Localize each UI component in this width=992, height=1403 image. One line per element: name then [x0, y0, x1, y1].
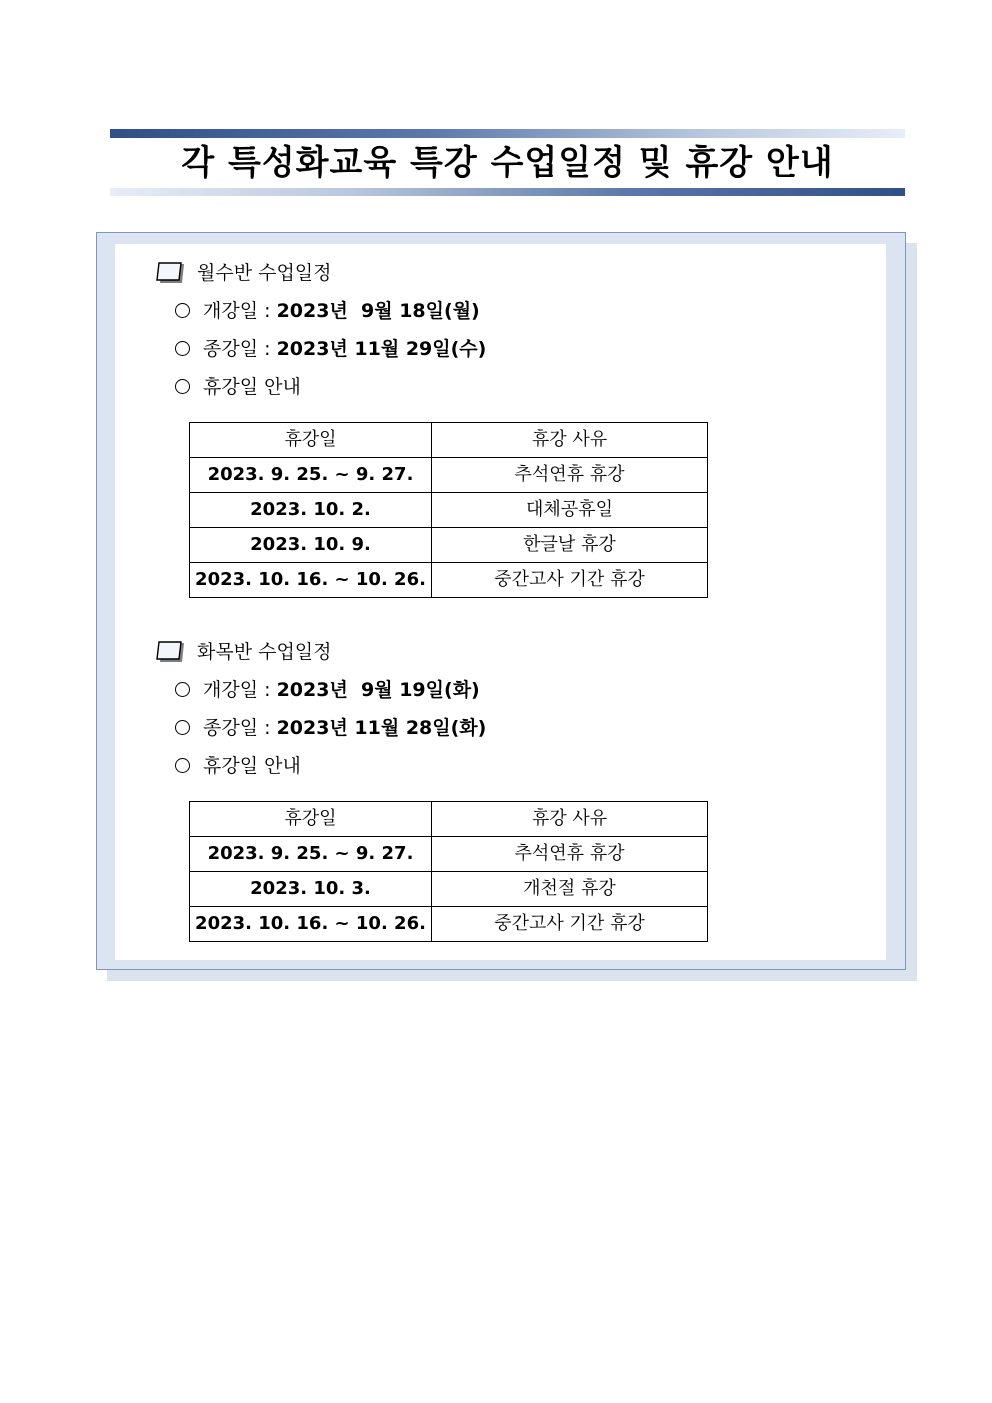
- table-header-reason: 휴강 사유: [432, 423, 708, 458]
- table-row: [190, 872, 708, 907]
- open-date-label: 개강일 :: [203, 679, 271, 701]
- section-title: 월수반 수업일정: [197, 262, 332, 284]
- close-date-value: 2023년 11월 28일(화): [276, 717, 487, 739]
- holiday-reason: 한글날 휴강: [432, 528, 708, 563]
- holiday-info-line: [175, 372, 301, 402]
- circle-bullet-icon: [175, 341, 190, 356]
- holiday-info-line: [175, 751, 301, 781]
- circle-bullet-icon: [175, 720, 190, 735]
- circle-bullet-icon: [175, 682, 190, 697]
- holiday-info-label: 휴강일 안내: [203, 755, 301, 777]
- table-header-row: [190, 423, 708, 458]
- table-header-date: 휴강일: [190, 802, 432, 837]
- holiday-date: 2023. 10. 2.: [190, 493, 432, 528]
- table-header-reason: 휴강 사유: [432, 802, 708, 837]
- content-box: [96, 232, 906, 970]
- table-row: [190, 837, 708, 872]
- table-row: [190, 563, 708, 598]
- table-row: [190, 493, 708, 528]
- close-date-label: 종강일 :: [203, 338, 271, 360]
- holiday-reason: 대체공휴일: [432, 493, 708, 528]
- box-bullet-icon: [155, 641, 185, 663]
- holiday-table: [189, 801, 708, 942]
- circle-bullet-icon: [175, 303, 190, 318]
- box-bullet-icon: [155, 262, 185, 284]
- holiday-reason: 중간고사 기간 휴강: [432, 563, 708, 598]
- table-header-date: 휴강일: [190, 423, 432, 458]
- holiday-reason: 추석연휴 휴강: [432, 837, 708, 872]
- open-date-value: 2023년 9월 18일(월): [276, 300, 480, 322]
- holiday-reason: 추석연휴 휴강: [432, 458, 708, 493]
- table-row: [190, 907, 708, 942]
- holiday-table: [189, 422, 708, 598]
- holiday-date: 2023. 10. 16. ~ 10. 26.: [190, 907, 432, 942]
- content-box-inner: [115, 244, 886, 960]
- holiday-date: 2023. 10. 9.: [190, 528, 432, 563]
- open-date-line: [175, 296, 480, 326]
- holiday-date: 2023. 10. 3.: [190, 872, 432, 907]
- table-row: [190, 528, 708, 563]
- table-row: [190, 458, 708, 493]
- page-title: 각 특성화교육 특강 수업일정 및 휴강 안내: [181, 143, 834, 183]
- circle-bullet-icon: [175, 379, 190, 394]
- holiday-reason: 개천절 휴강: [432, 872, 708, 907]
- table-header-row: [190, 802, 708, 837]
- section-title: 화목반 수업일정: [197, 641, 332, 663]
- holiday-date: 2023. 10. 16. ~ 10. 26.: [190, 563, 432, 598]
- holiday-info-label: 휴강일 안내: [203, 376, 301, 398]
- open-date-line: [175, 675, 480, 705]
- title-bar-top: [110, 129, 905, 138]
- close-date-value: 2023년 11월 29일(수): [276, 338, 487, 360]
- close-date-line: [175, 713, 486, 743]
- holiday-date: 2023. 9. 25. ~ 9. 27.: [190, 837, 432, 872]
- close-date-line: [175, 334, 486, 364]
- holiday-date: 2023. 9. 25. ~ 9. 27.: [190, 458, 432, 493]
- open-date-value: 2023년 9월 19일(화): [276, 679, 480, 701]
- close-date-label: 종강일 :: [203, 717, 271, 739]
- holiday-reason: 중간고사 기간 휴강: [432, 907, 708, 942]
- title-banner: [110, 129, 905, 197]
- circle-bullet-icon: [175, 758, 190, 773]
- open-date-label: 개강일 :: [203, 300, 271, 322]
- title-bar-bottom: [110, 188, 905, 196]
